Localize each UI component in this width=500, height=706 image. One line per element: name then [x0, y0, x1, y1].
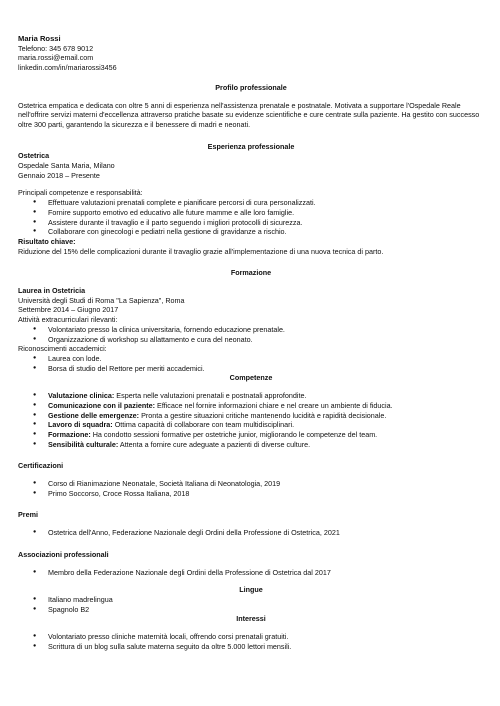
- skills-list: [18, 391, 484, 449]
- linkedin: linkedin.com/in/mariarossi3456: [18, 63, 117, 73]
- languages-heading: Lingue: [239, 585, 263, 595]
- skill-item: ● Formazione: Ha condotto sessioni formative per ostetriche junior, migliorando le competenze del team.: [18, 430, 484, 440]
- list-item: ● Borsa di studio del Rettore per meriti accademici.: [18, 364, 484, 374]
- list-item: ● Italiano madrelingua: [18, 595, 484, 605]
- skill-item: ● Valutazione clinica: Esperta nelle valutazioni prenatali e postnatali approfondite.: [18, 391, 484, 401]
- languages-list: [18, 595, 484, 614]
- list-item: ● Primo Soccorso, Croce Rossa Italiana, 2018: [18, 489, 484, 499]
- phone: Telefono: 345 678 9012: [18, 43, 94, 53]
- list-item: ● Corso di Rianimazione Neonatale, Società Italiana di Neonatologia, 2019: [18, 479, 484, 489]
- awards-intro: Riconoscimenti accademici:: [18, 344, 107, 354]
- list-item: ● Assistere durante il travaglio e il parto seguendo i migliori protocolli di sicurezza.: [18, 218, 484, 228]
- awards-heading: Premi: [18, 510, 38, 520]
- skill-item: ● Lavoro di squadra: Ottima capacità di collaborare con team multidisciplinari.: [18, 420, 484, 430]
- interests-heading: Interessi: [236, 614, 266, 624]
- school: Università degli Studi di Roma "La Sapienza", Roma: [18, 295, 185, 305]
- experience-employer: Ospedale Santa Maria, Milano: [18, 161, 115, 171]
- academic-awards-list: [18, 354, 484, 373]
- duties-list: [18, 198, 484, 237]
- list-item: ● Volontariato presso la clinica universitaria, fornendo educazione prenatale.: [18, 325, 484, 335]
- list-item: ● Spagnolo B2: [18, 605, 484, 615]
- list-item: ● Fornire supporto emotivo ed educativo alle future mamme e alle loro famiglie.: [18, 208, 484, 218]
- activities-intro: Attività extracurriculari rilevanti:: [18, 315, 118, 325]
- list-item: ● Ostetrica dell'Anno, Federazione Nazionale degli Ordini della Professione di Ostetrica, 2021: [18, 528, 484, 538]
- certifications-list: [18, 479, 484, 498]
- awards-list: [18, 528, 484, 538]
- email: maria.rossi@email.com: [18, 53, 94, 63]
- contact-block: [18, 34, 484, 73]
- list-item: ● Volontariato presso cliniche maternità locali, offrendo corsi prenatali gratuiti.: [18, 632, 484, 642]
- experience-role: Ostetrica: [18, 151, 50, 161]
- experience-dates: Gennaio 2018 – Presente: [18, 170, 100, 180]
- duties-intro: Principali competenze e responsabilità:: [18, 188, 143, 198]
- activities-list: [18, 325, 484, 344]
- skill-item: ● Gestione delle emergenze: Pronta a gestire situazioni critiche mantenendo lucidità e rapidità decisionale.: [18, 411, 484, 421]
- list-item: ● Scrittura di un blog sulla salute materna seguito da oltre 5.000 lettori mensili.: [18, 642, 484, 652]
- candidate-name: Maria Rossi: [18, 34, 61, 43]
- skill-item: ● Sensibilità culturale: Attenta a fornire cure adeguate a pazienti di diverse culture.: [18, 440, 484, 450]
- skill-item: ● Comunicazione con il paziente: Efficace nel fornire informazioni chiare e nel creare un ambiente di fiducia.: [18, 401, 484, 411]
- experience-heading: Esperienza professionale: [207, 141, 295, 151]
- interests-list: [18, 632, 484, 651]
- certifications-heading: Certificazioni: [18, 461, 64, 471]
- associations-list: [18, 568, 484, 578]
- result-text: Riduzione del 15% delle complicazioni durante il travaglio grazie all'implementazione di una nuova tecnica di parto.: [18, 246, 384, 256]
- education-heading: Formazione: [230, 268, 272, 278]
- profile-heading: Profilo professionale: [215, 82, 287, 92]
- profile-text: Ostetrica empatica e dedicata con oltre 5 anni di esperienza nell'assistenza prenatale e postnatale. Motivata a supportare l'Ospedale Reale nell'offrire servizi materni d'eccellenza attraverso pratiche basate su evidenze scientifiche e cure centrate sulla paziente. Ha gestito con successo oltre 300 parti, garantendo la sicurezza e il benessere di madri e neonati.: [18, 100, 480, 129]
- list-item: ● Laurea con lode.: [18, 354, 484, 364]
- result-label: Risultato chiave:: [18, 236, 76, 246]
- list-item: ● Membro della Federazione Nazionale degli Ordini della Professione di Ostetrica dal 2017: [18, 568, 484, 578]
- list-item: ● Effettuare valutazioni prenatali complete e pianificare percorsi di cura personalizzati.: [18, 198, 484, 208]
- list-item: ● Organizzazione di workshop su allattamento e cura del neonato.: [18, 335, 484, 345]
- skills-heading: Competenze: [229, 373, 273, 383]
- degree: Laurea in Ostetricia: [18, 286, 86, 296]
- associations-heading: Associazioni professionali: [18, 549, 109, 559]
- resume-page: [18, 34, 484, 651]
- education-dates: Settembre 2014 – Giugno 2017: [18, 305, 119, 315]
- list-item: ● Collaborare con ginecologi e pediatri nella gestione di gravidanze a rischio.: [18, 227, 484, 237]
